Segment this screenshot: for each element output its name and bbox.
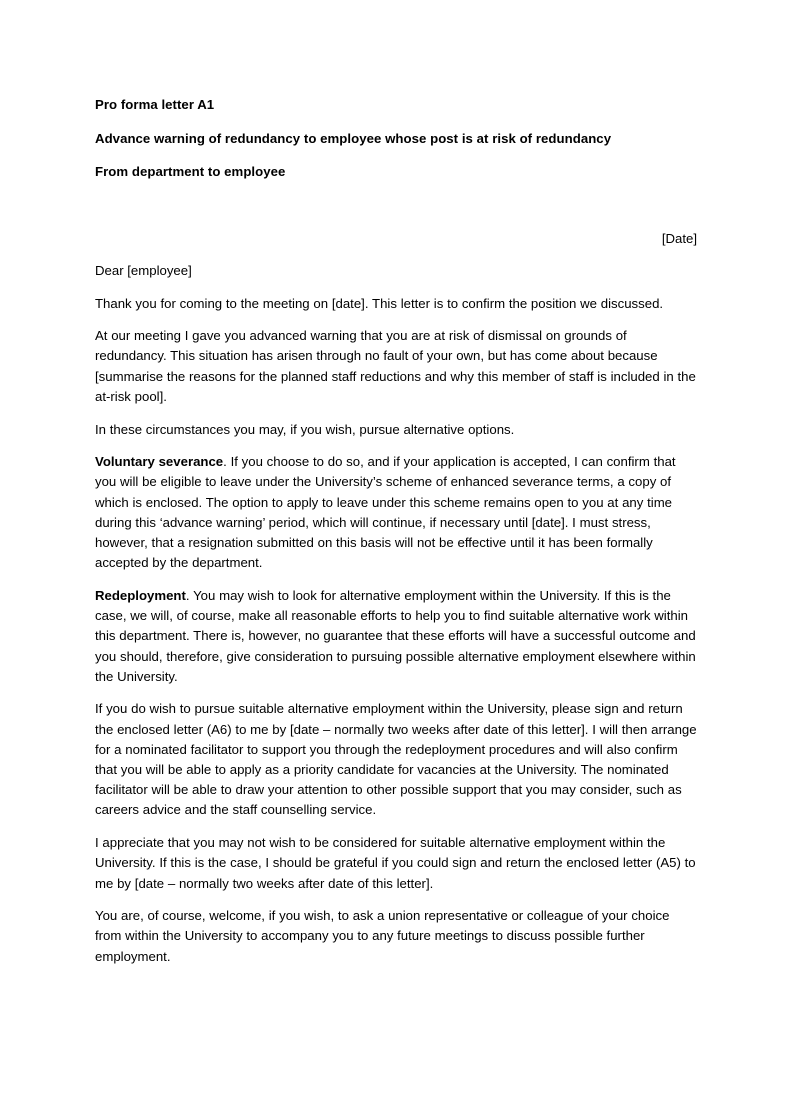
letter-body: [95, 96, 697, 967]
salutation-line: Dear [employee]: [95, 263, 192, 278]
paragraph-letter-a6-instructions: [95, 687, 697, 821]
paragraph-union-representative: [95, 894, 697, 967]
paragraph-text: In these circumstances you may, if you wish, pursue alternative options.: [95, 421, 515, 437]
paragraph-redeployment: [95, 573, 697, 687]
paragraph-alternative-options: [95, 407, 697, 440]
paragraph-text: Thank you for coming to the meeting on [date]. This letter is to confirm the position we discussed.: [95, 295, 664, 311]
paragraph-text: If you do wish to pursue suitable alternative employment within the University, please sign and return the enclosed letter (A6) to me by [date – normally two weeks after date of this letter]. I will then arrange for a nominated facilitator to support you through the redeployment procedures and will also confirm that you will be able to apply as a priority candidate for vacancies at the University. The nominated facilitator will be able to draw your attention to other possible support that you may consider, such as careers advice and the staff counselling service.: [95, 701, 697, 818]
date-placeholder: [Date]: [661, 231, 697, 246]
paragraph-lead-label: Voluntary severance: [95, 454, 224, 470]
paragraph-voluntary-severance: [95, 440, 697, 574]
paragraph-text: . You may wish to look for alternative employment within the University. If this is the case, we will, of course, make all reasonable efforts to help you to find suitable alternative work within this department. There is, however, no guarantee that these efforts will have a successful outcome and you should, therefore, give consideration to pursuing possible alternative employment elsewhere within the University.: [95, 587, 696, 684]
document-heading-sender: From department to employee: [95, 164, 286, 179]
document-heading-subject: Advance warning of redundancy to employee whose post is at risk of redundancy: [95, 130, 612, 146]
paragraph-meeting-confirmation: [95, 281, 697, 314]
paragraph-lead-label: Redeployment: [95, 587, 186, 603]
paragraph-text: You are, of course, welcome, if you wish, to ask a union representative or colleague of your choice from within the University to accompany you to any future meetings to discuss possible further employment.: [95, 908, 670, 964]
paragraph-letter-a5-instructions: [95, 821, 697, 894]
paragraph-text: At our meeting I gave you advanced warning that you are at risk of dismissal on grounds of redundancy. This situation has arisen through no fault of your own, but has come about because [summarise the reasons for the planned staff reductions and why this member of staff is included in the at-risk pool].: [95, 328, 696, 404]
paragraph-text: I appreciate that you may not wish to be considered for suitable alternative employment within the University. If this is the case, I should be grateful if you could sign and return the enclosed letter (A5) to me by [date – normally two weeks after date of this letter].: [95, 835, 696, 891]
paragraph-text: . If you choose to do so, and if your application is accepted, I can confirm that you will be eligible to leave under the University’s scheme of enhanced severance terms, a copy of which is enclosed. The option to apply to leave under this scheme remains open to you at any time during this ‘advance warning’ period, which will continue, if necessary until [date]. I must stress, however, that a resignation submitted on this basis will not be effective until it has been formally accepted by the department.: [95, 454, 676, 571]
document-heading-title: Pro forma letter A1: [95, 97, 215, 112]
paragraph-advance-warning: [95, 314, 697, 407]
